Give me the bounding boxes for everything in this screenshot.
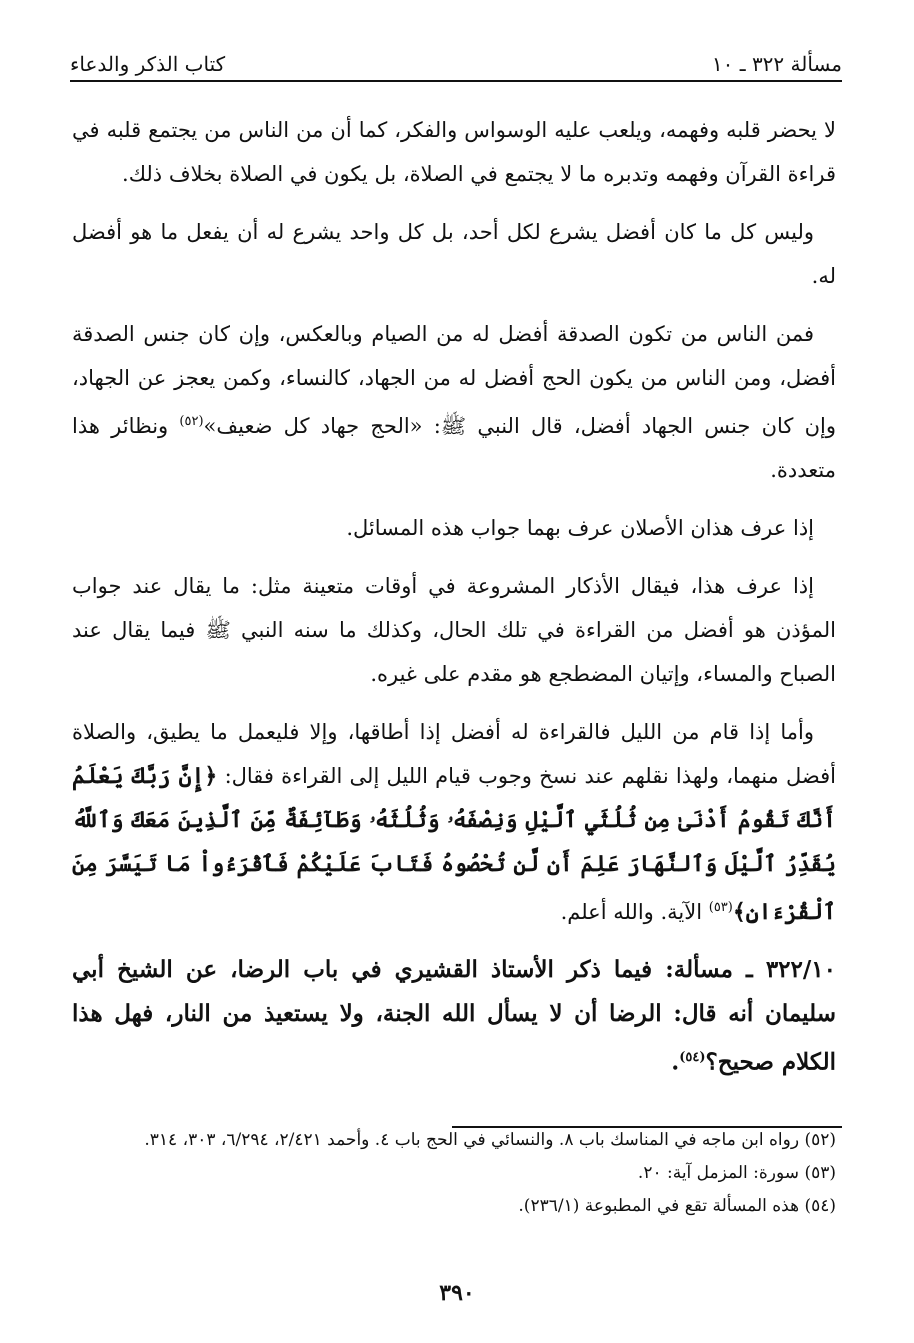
quran-tail: الآية. والله أعلم. xyxy=(560,900,709,924)
paragraph-text: فمن الناس من تكون الصدقة أفضل له من الصيام وبالعكس، وإن كان جنس الصدقة أفضل، ومن الناس من يكون الحج أفضل له من الجهاد، كالنساء، وكمن يعجز عن الجهاد، وإن كان جنس الجهاد أفضل، قال النبي ﷺ: «الحج جهاد كل ضعيف» xyxy=(72,322,836,438)
footnotes xyxy=(72,1124,836,1223)
paragraph xyxy=(72,710,836,934)
running-header xyxy=(70,40,842,82)
paragraph: وليس كل ما كان أفضل يشرع لكل أحد، بل كل واحد يشرع له أن يفعل ما هو أفضل له. xyxy=(72,220,836,288)
paragraph: لا يحضر قلبه وفهمه، ويلعب عليه الوسواس والفكر، كما أن من الناس من يجتمع قلبه في قراءة القرآن وفهمه وتدبره ما لا يجتمع في الصلاة، بل يكون في الصلاة بخلاف ذلك. xyxy=(72,118,836,186)
header-book-title: كتاب الذكر والدعاء xyxy=(70,52,226,76)
paragraph: إذا عرف هذان الأصلان عرف بهما جواب هذه المسائل. xyxy=(346,516,814,540)
footnote-52: (٥٢) رواه ابن ماجه في المناسك باب ٨. والنسائي في الحج باب ٤. وأحمد ٢/٤٢١، ٦/٢٩٤، ٣٠٣، ٣١٤. xyxy=(144,1130,836,1150)
page-number: ٣٩٠ xyxy=(439,1280,475,1306)
question-text: ٣٢٢/١٠ ـ مسألة: فيما ذكر الأستاذ القشيري في باب الرضا، عن الشيخ أبي سليمان أنه قال: الرضا أن لا يسأل الله الجنة، ولا يستعيذ من النار، فهل هذا الكلام صحيح؟ xyxy=(72,956,836,1076)
paragraph: إذا عرف هذا، فيقال الأذكار المشروعة في أوقات متعينة مثل: ما يقال عند جواب المؤذن هو أفضل من القراءة في تلك الحال، وكذلك ما سنه النبي ﷺ فيما يقال عند الصباح والمساء، وإتيان المضطجع هو مقدم على غيره. xyxy=(72,574,836,686)
footnote-53: (٥٣) سورة: المزمل آية: ٢٠. xyxy=(637,1163,836,1183)
question-heading xyxy=(72,948,836,1085)
paragraph-tail: ونظائر هذا متعددة. xyxy=(72,414,836,482)
quran-verse: ﴿إِنَّ رَبَّكَ يَعْلَمُ أَنَّكَ تَقُومُ أَدْنَىٰ مِن ثُلُثَيِ ٱلَّيْلِ وَنِصْفَهُۥ وَثُلُثَهُۥ وَطَآئِفَةٌ مِّنَ ٱلَّذِينَ مَعَكَ وَٱللَّهُ يُقَدِّرُ ٱلَّيْلَ وَٱلنَّهَارَ عَلِمَ أَن لَّن تُحْصُوهُ فَتَابَ عَلَيْكُمْ فَٱقْرَءُواْ مَا تَيَسَّرَ مِنَ ٱلْقُرْءَانِ﴾ xyxy=(72,763,836,925)
paragraph-text: وأما إذا قام من الليل فالقراءة له أفضل إذا أطاقها، وإلا فليعمل ما يطيق، والصلاة أفضل منهما، ولهذا نقلهم عند نسخ وجوب قيام الليل إلى القراءة فقال: xyxy=(72,720,836,788)
paragraph xyxy=(72,312,836,492)
footnote-54: (٥٤) هذه المسألة تقع في المطبوعة (٢٣٦/١). xyxy=(518,1196,836,1216)
question-tail: . xyxy=(671,1048,680,1076)
footnote-ref-53[interactable]: (٥٣) xyxy=(708,900,733,915)
footnote-ref-54[interactable]: (٥٤) xyxy=(679,1050,706,1065)
main-text xyxy=(72,108,836,1099)
footnote-ref-52[interactable]: (٥٢) xyxy=(179,414,204,429)
header-section-ref: مسألة ٣٢٢ ـ ١٠ xyxy=(711,52,842,76)
